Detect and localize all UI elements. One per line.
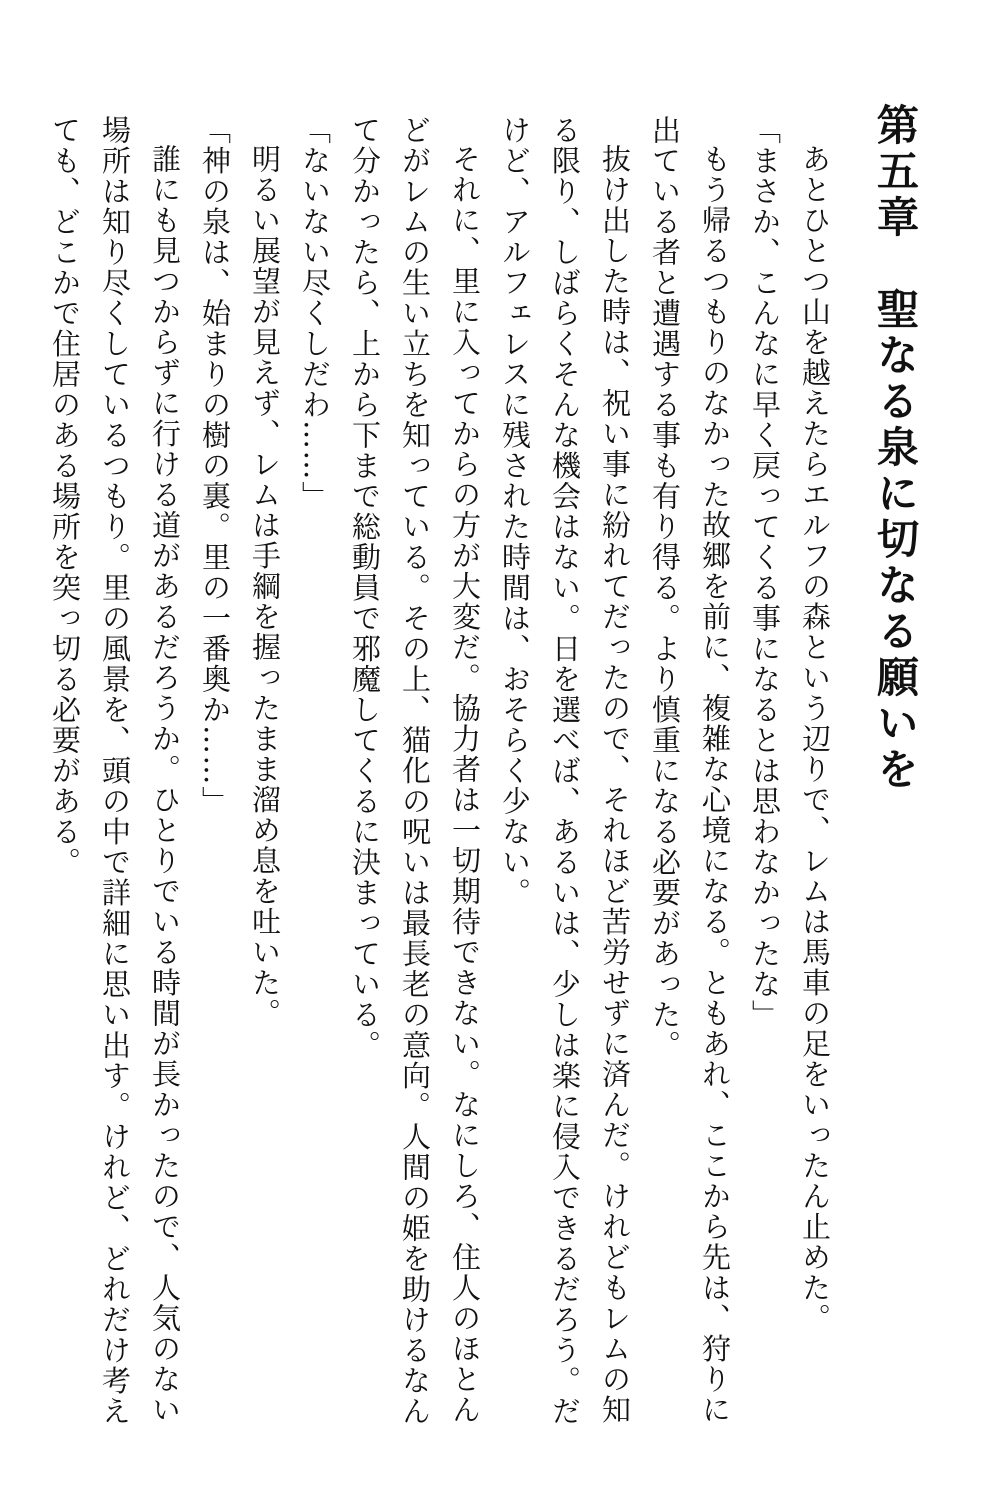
paragraph: 抜け出した時は、祝い事に紛れてだったので、それほど苦労せずに済んだ。けれどもレムの知る限り、しばらくそんな機会はない。日を選べば、あるいは、少しは楽に侵入できるだろう。だけど、アルフェレスに残された時間は、おそらく少ない。: [498, 115, 632, 1427]
paragraph: 「まさか、こんなに早く戻ってくる事になるとは思わなかったな」: [748, 115, 782, 1030]
paragraph: 誰にも見つからずに行ける道があるだろうか。ひとりでいる時間が長かったので、人気のない場所は知り尽くしているつもり。里の風景を、頭の中で詳細に思い出す。けれど、どれだけ考えても、どこかで住居のある場所を突っ切る必要がある。: [48, 115, 182, 1427]
paragraph: あとひとつ山を越えたらエルフの森という辺りで、レムは馬車の足をいったん止めた。: [798, 144, 832, 1334]
paragraph: 明るい展望が見えず、レムは手綱を握ったまま溜め息を吐いた。: [248, 144, 282, 1029]
chapter-title: 第五章 聖なる泉に切なる願いを: [871, 103, 920, 793]
paragraph: 「神の泉は、始まりの樹の裏。里の一番奥か……」: [198, 115, 232, 817]
paragraph: もう帰るつもりのなかった故郷を前に、複雑な心境になる。ともあれ、ここから先は、狩りに出ている者と遭遇する事も有り得る。より慎重になる必要があった。: [648, 115, 732, 1425]
paragraph: 「ないない尽くしだわ……」: [298, 115, 332, 512]
vertical-text-area: [40, 103, 950, 1427]
paragraph: それに、里に入ってからの方が大変だ。協力者は一切期待できない。なにしろ、住人のほとんどがレムの生い立ちを知っている。その上、猫化の呪いは最長老の意向。人間の姫を助けるなんて分かったら、上から下まで総動員で邪魔してくるに決まっている。: [348, 115, 482, 1427]
